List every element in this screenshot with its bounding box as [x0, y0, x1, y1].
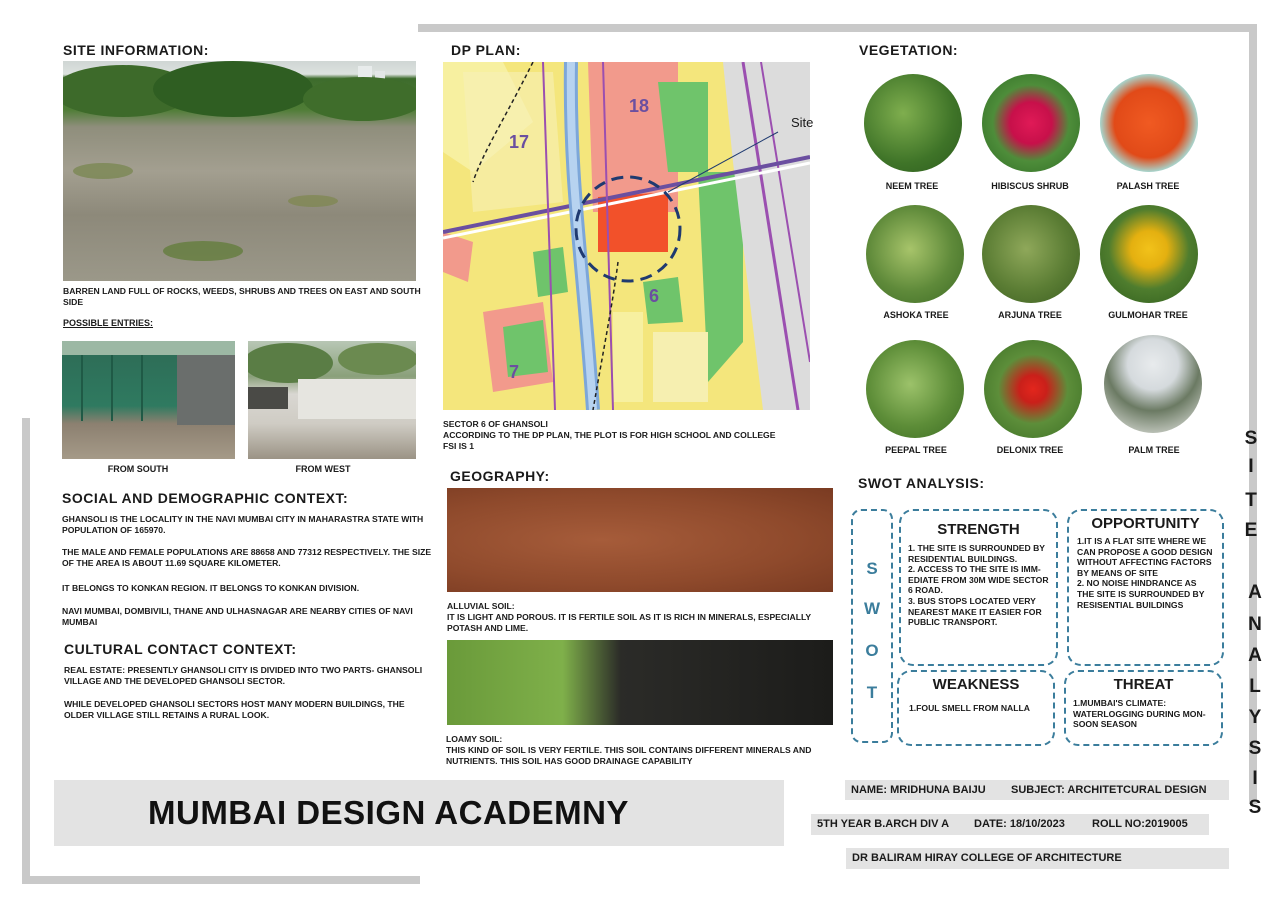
- social-p1: GHANSOLI IS THE LOCALITY IN THE NAVI MUMBAI CITY IN MAHARASTRA STATE WITH POPULATION OF 165970.: [62, 514, 424, 535]
- side-title-letter: N: [1248, 614, 1262, 635]
- swot-letters-box: [851, 509, 893, 743]
- loamy-title: LOAMY SOIL:: [446, 734, 503, 744]
- peepal-tree-photo: [866, 340, 964, 438]
- side-title-letter: S: [1248, 797, 1262, 818]
- roll-number: ROLL NO:2019005: [1092, 818, 1188, 830]
- academy-banner: [54, 780, 784, 846]
- dp-line-1: SECTOR 6 OF GHANSOLI: [443, 419, 548, 429]
- frame-bottom-border: [22, 876, 420, 884]
- year-division: 5TH YEAR B.ARCH DIV A: [817, 818, 950, 830]
- weakness-text: 1.FOUL SMELL FROM NALLA: [909, 703, 1030, 713]
- side-title-letter: A: [1248, 645, 1262, 666]
- dp-line-3: FSI IS 1: [443, 441, 475, 451]
- ashoka-tree-photo: [866, 205, 964, 303]
- site-info-heading: SITE INFORMATION:: [63, 42, 209, 58]
- cultural-heading: CULTURAL CONTACT CONTEXT:: [64, 641, 297, 657]
- veg-label-palash: PALASH TREE: [1116, 181, 1180, 191]
- opportunity-box: [1067, 509, 1224, 666]
- swot-letter-t: T: [866, 683, 878, 702]
- veg-label-ashoka: ASHOKA TREE: [883, 310, 949, 320]
- weakness-box: [897, 670, 1055, 746]
- sector-17-label: 17: [509, 132, 530, 152]
- side-title-letter: S: [1248, 738, 1262, 759]
- social-p2: THE MALE AND FEMALE POPULATIONS ARE 88658 AND 77312 RESPECTIVELY. THE SIZE OF THE AREA IS ABOUT 11.69 SQUARE KILOMETER.: [62, 547, 432, 568]
- loamy-text: THIS KIND OF SOIL IS VERY FERTILE. THIS SOIL CONTAINS DIFFERENT MINERALS AND NUTRIENTS. THIS SOIL HAS GOOD DRAINAGE CAPABILITY: [446, 745, 812, 766]
- sector-18-label: 18: [629, 96, 650, 116]
- frame-top-border: [418, 24, 1257, 32]
- sector-7-label: 7: [509, 362, 520, 382]
- alluvial-text: IT IS LIGHT AND POROUS. IT IS FERTILE SOIL AS IT IS RICH IN MINERALS, ESPECIALLY POTASH AND LIME.: [447, 612, 811, 633]
- college-name: DR BALIRAM HIRAY COLLEGE OF ARCHITECTURE: [852, 852, 1122, 864]
- neem-tree-photo: [864, 74, 962, 172]
- side-title-letter: Y: [1248, 707, 1262, 728]
- weakness-title: WEAKNESS: [932, 676, 1020, 693]
- academy-title: MUMBAI DESIGN ACADEMNY: [148, 794, 629, 831]
- swot-letter-s: S: [866, 559, 878, 578]
- strength-box: [899, 509, 1058, 666]
- site-marker-label: Site: [791, 115, 814, 130]
- from-south-label: FROM SOUTH: [107, 464, 169, 474]
- cultural-p1: REAL ESTATE: PRESENTLY GHANSOLI CITY IS DIVIDED INTO TWO PARTS- GHANSOLI VILLAGE AND THE DEVELOPED GHANSOLI SECTOR.: [64, 665, 423, 686]
- subject: SUBJECT: ARCHITETCURAL DESIGN: [1011, 784, 1207, 796]
- side-title-letter: I: [1248, 456, 1254, 477]
- dp-plan-map: [443, 62, 810, 410]
- alluvial-soil-photo: [447, 488, 833, 592]
- cultural-p2: WHILE DEVELOPED GHANSOLI SECTORS HOST MANY MODERN BUILDINGS, THE OLDER VILLAGE STILL RETAINS A RURAL LOOK.: [64, 699, 405, 720]
- social-p3: IT BELONGS TO KONKAN REGION. IT BELONGS TO KONKAN DIVISION.: [62, 583, 360, 593]
- opportunity-title: OPPORTUNITY: [1091, 515, 1200, 532]
- swot-heading: SWOT ANALYSIS:: [858, 475, 985, 491]
- threat-text: 1.MUMBAI'S CLIMATE: WATERLOGGING DURING MON-SOON SEASON: [1073, 698, 1206, 730]
- sector-6-label: 6: [649, 286, 660, 306]
- side-title-letter: E: [1244, 520, 1258, 541]
- alluvial-title: ALLUVIAL SOIL:: [447, 601, 515, 611]
- opportunity-text: 1.IT IS A FLAT SITE WHERE WE CAN PROPOSE A GOOD DESIGN WITHOUT AFFECTING FACTORS BY MEANS OF SITE 2. NO NOISE HINDRANCE AS THE SITE IS SURROUNDED BY RESISENTIAL BUILDINGS: [1077, 536, 1213, 610]
- veg-label-neem: NEEM TREE: [885, 181, 939, 191]
- site-photo: [63, 61, 416, 281]
- side-title-letter: I: [1252, 768, 1258, 789]
- palm-tree-photo: [1104, 335, 1202, 433]
- date: DATE: 18/10/2023: [974, 818, 1065, 830]
- hibiscus-shrub-photo: [982, 74, 1080, 172]
- veg-label-hibiscus: HIBISCUS SHRUB: [991, 181, 1069, 191]
- arjuna-tree-photo: [982, 205, 1080, 303]
- veg-label-arjuna: ARJUNA TREE: [998, 310, 1062, 320]
- from-west-label: FROM WEST: [295, 464, 351, 474]
- threat-title: THREAT: [1113, 676, 1174, 693]
- side-title-letter: A: [1248, 582, 1262, 603]
- gulmohar-tree-photo: [1100, 205, 1198, 303]
- strength-text: 1. THE SITE IS SURROUNDED BY RESIDENTIAL BUILDINGS. 2. ACCESS TO THE SITE IS IMM-EDIATE FROM 30M WIDE SECTOR 6 ROAD. 3. BUS STOPS LOCATED VERY NEAREST MAKE IT EASIER FOR PUBLIC TRANSPORT.: [908, 543, 1049, 628]
- veg-label-gulmohar: GULMOHAR TREE: [1108, 310, 1188, 320]
- side-title-letter: L: [1249, 676, 1261, 697]
- frame-left-border: [22, 418, 30, 884]
- side-title-letter: T: [1245, 490, 1257, 511]
- strength-title: STRENGTH: [937, 521, 1020, 538]
- social-p4: NAVI MUMBAI, DOMBIVILI, THANE AND ULHASNAGAR ARE NEARBY CITIES OF NAVI MUMBAI: [62, 606, 413, 627]
- loamy-soil-photo: [447, 640, 833, 725]
- threat-box: [1064, 670, 1223, 746]
- swot-letter-o: O: [865, 641, 879, 660]
- geography-heading: GEOGRAPHY:: [450, 468, 550, 484]
- veg-label-delonix: DELONIX TREE: [996, 445, 1064, 455]
- delonix-tree-photo: [984, 340, 1082, 438]
- college-bar: [846, 848, 1229, 869]
- name-subject-bar: [845, 780, 1229, 800]
- dp-plan-heading: DP PLAN:: [451, 42, 521, 58]
- student-name: NAME: MRIDHUNA BAIJU: [851, 784, 986, 796]
- year-date-roll-bar: [811, 814, 1209, 835]
- palash-tree-photo: [1100, 74, 1198, 172]
- side-title-letter: S: [1244, 428, 1258, 449]
- veg-label-palm: PALM TREE: [1128, 445, 1180, 455]
- possible-entries-label: POSSIBLE ENTRIES:: [63, 318, 154, 328]
- swot-letter-w: W: [863, 599, 881, 618]
- vegetation-heading: VEGETATION:: [859, 42, 959, 58]
- west-entry-photo: [248, 341, 416, 459]
- veg-label-peepal: PEEPAL TREE: [885, 445, 947, 455]
- south-entry-photo: [62, 341, 235, 459]
- dp-line-2: ACCORDING TO THE DP PLAN, THE PLOT IS FOR HIGH SCHOOL AND COLLEGE: [443, 430, 776, 440]
- social-heading: SOCIAL AND DEMOGRAPHIC CONTEXT:: [62, 490, 349, 506]
- site-caption: BARREN LAND FULL OF ROCKS, WEEDS, SHRUBS AND TREES ON EAST AND SOUTH SIDE: [63, 286, 421, 307]
